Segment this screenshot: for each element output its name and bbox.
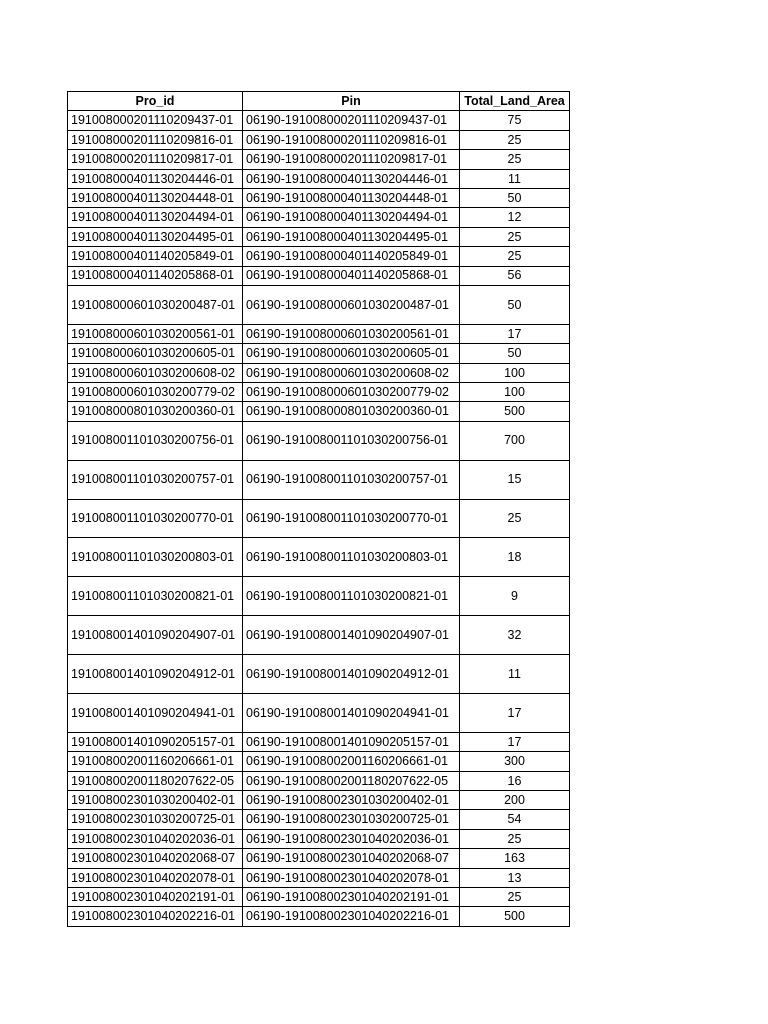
header-row xyxy=(68,92,570,111)
table-row xyxy=(68,771,570,790)
pro-id-cell: 191008001101030200821-01 xyxy=(68,577,243,616)
pro-id-cell: 191008000601030200487-01 xyxy=(68,285,243,324)
pro-id-cell: 191008002301040202036-01 xyxy=(68,829,243,848)
pro-id-cell: 191008001101030200770-01 xyxy=(68,499,243,538)
total-land-area-cell: 25 xyxy=(460,888,570,907)
pin-cell: 06190-191008002301040202216-01 xyxy=(243,907,460,926)
pro-id-cell: 191008000601030200608-02 xyxy=(68,363,243,382)
table-row xyxy=(68,382,570,401)
table-row xyxy=(68,732,570,751)
table-row xyxy=(68,791,570,810)
pro-id-cell: 191008000401130204446-01 xyxy=(68,169,243,188)
pin-cell: 06190-191008002001160206661-01 xyxy=(243,752,460,771)
pin-cell: 06190-191008000601030200605-01 xyxy=(243,344,460,363)
table-row xyxy=(68,188,570,207)
pro-id-cell: 191008001101030200756-01 xyxy=(68,421,243,460)
total-land-area-cell: 300 xyxy=(460,752,570,771)
pin-cell: 06190-191008001401090205157-01 xyxy=(243,732,460,751)
table-row xyxy=(68,150,570,169)
total-land-area-cell: 50 xyxy=(460,344,570,363)
table-row xyxy=(68,616,570,655)
pin-cell: 06190-191008000401130204494-01 xyxy=(243,208,460,227)
total-land-area-cell: 9 xyxy=(460,577,570,616)
pro-id-cell: 191008000601030200779-02 xyxy=(68,382,243,401)
table-row xyxy=(68,693,570,732)
table-row xyxy=(68,829,570,848)
pro-id-cell: 191008002301040202216-01 xyxy=(68,907,243,926)
pin-cell: 06190-191008000601030200561-01 xyxy=(243,324,460,343)
table-body xyxy=(68,111,570,926)
table-row xyxy=(68,538,570,577)
pro-id-cell: 191008000401140205868-01 xyxy=(68,266,243,285)
table-row xyxy=(68,111,570,130)
pin-cell: 06190-191008001101030200756-01 xyxy=(243,421,460,460)
table-row xyxy=(68,577,570,616)
total-land-area-cell: 50 xyxy=(460,285,570,324)
total-land-area-cell: 12 xyxy=(460,208,570,227)
table-row xyxy=(68,907,570,926)
total-land-area-cell: 25 xyxy=(460,829,570,848)
total-land-area-cell: 13 xyxy=(460,868,570,887)
total-land-area-cell: 18 xyxy=(460,538,570,577)
pro-id-cell: 191008000601030200561-01 xyxy=(68,324,243,343)
total-land-area-cell: 11 xyxy=(460,169,570,188)
table-row xyxy=(68,363,570,382)
pin-cell: 06190-191008000601030200608-02 xyxy=(243,363,460,382)
total-land-area-cell: 25 xyxy=(460,247,570,266)
table-row xyxy=(68,208,570,227)
pro-id-cell: 191008000801030200360-01 xyxy=(68,402,243,421)
pro-id-cell: 191008000401130204495-01 xyxy=(68,227,243,246)
pro-id-cell: 191008000401130204448-01 xyxy=(68,188,243,207)
total-land-area-cell: 32 xyxy=(460,616,570,655)
pro-id-cell: 191008002301040202078-01 xyxy=(68,868,243,887)
total-land-area-cell: 700 xyxy=(460,421,570,460)
pin-cell: 06190-191008000601030200779-02 xyxy=(243,382,460,401)
pin-cell: 06190-191008000201110209437-01 xyxy=(243,111,460,130)
total-land-area-cell: 17 xyxy=(460,732,570,751)
pin-cell: 06190-191008002301040202191-01 xyxy=(243,888,460,907)
pin-cell: 06190-191008002001180207622-05 xyxy=(243,771,460,790)
table-row xyxy=(68,344,570,363)
pro-id-cell: 191008002001180207622-05 xyxy=(68,771,243,790)
table-row xyxy=(68,324,570,343)
total-land-area-cell: 17 xyxy=(460,324,570,343)
pro-id-cell: 191008000401140205849-01 xyxy=(68,247,243,266)
pro-id-cell: 191008000601030200605-01 xyxy=(68,344,243,363)
pro-id-cell: 191008002301030200725-01 xyxy=(68,810,243,829)
total-land-area-cell: 25 xyxy=(460,227,570,246)
total-land-area-cell: 25 xyxy=(460,499,570,538)
total-land-area-cell: 25 xyxy=(460,130,570,149)
table-row xyxy=(68,655,570,694)
total-land-area-cell: 56 xyxy=(460,266,570,285)
total-land-area-cell: 17 xyxy=(460,693,570,732)
total-land-area-cell: 100 xyxy=(460,363,570,382)
pro-id-cell: 191008000201110209817-01 xyxy=(68,150,243,169)
pin-cell: 06190-191008000401140205868-01 xyxy=(243,266,460,285)
total-land-area-cell: 163 xyxy=(460,849,570,868)
table-row xyxy=(68,130,570,149)
total-land-area-cell: 100 xyxy=(460,382,570,401)
pro-id-cell: 191008002301040202068-07 xyxy=(68,849,243,868)
pin-cell: 06190-191008000401130204495-01 xyxy=(243,227,460,246)
pro-id-cell: 191008001401090204941-01 xyxy=(68,693,243,732)
table-row xyxy=(68,169,570,188)
pro-id-cell: 191008002001160206661-01 xyxy=(68,752,243,771)
pin-cell: 06190-191008002301030200725-01 xyxy=(243,810,460,829)
table-row xyxy=(68,752,570,771)
total-land-area-cell: 500 xyxy=(460,907,570,926)
pro-id-cell: 191008001401090204912-01 xyxy=(68,655,243,694)
pin-cell: 06190-191008002301030200402-01 xyxy=(243,791,460,810)
table-row xyxy=(68,285,570,324)
pro-id-cell: 191008000401130204494-01 xyxy=(68,208,243,227)
table-row xyxy=(68,810,570,829)
pro-id-cell: 191008001101030200757-01 xyxy=(68,460,243,499)
table-row xyxy=(68,499,570,538)
table-row xyxy=(68,868,570,887)
total-land-area-cell: 11 xyxy=(460,655,570,694)
table-row xyxy=(68,266,570,285)
column-header-total-land-area: Total_Land_Area xyxy=(460,92,570,111)
pro-id-cell: 191008000201110209437-01 xyxy=(68,111,243,130)
pin-cell: 06190-191008002301040202068-07 xyxy=(243,849,460,868)
pin-cell: 06190-191008002301040202036-01 xyxy=(243,829,460,848)
pin-cell: 06190-191008001101030200757-01 xyxy=(243,460,460,499)
pin-cell: 06190-191008001101030200770-01 xyxy=(243,499,460,538)
table-row xyxy=(68,460,570,499)
pro-id-cell: 191008001401090204907-01 xyxy=(68,616,243,655)
table-row xyxy=(68,888,570,907)
table-row xyxy=(68,402,570,421)
pin-cell: 06190-191008000601030200487-01 xyxy=(243,285,460,324)
table-row xyxy=(68,247,570,266)
pin-cell: 06190-191008000201110209817-01 xyxy=(243,150,460,169)
pin-cell: 06190-191008000201110209816-01 xyxy=(243,130,460,149)
total-land-area-cell: 200 xyxy=(460,791,570,810)
pin-cell: 06190-191008001101030200803-01 xyxy=(243,538,460,577)
pin-cell: 06190-191008000801030200360-01 xyxy=(243,402,460,421)
table-row xyxy=(68,849,570,868)
pin-cell: 06190-191008001401090204907-01 xyxy=(243,616,460,655)
column-header-pin: Pin xyxy=(243,92,460,111)
pin-cell: 06190-191008002301040202078-01 xyxy=(243,868,460,887)
pro-id-cell: 191008000201110209816-01 xyxy=(68,130,243,149)
pin-cell: 06190-191008001101030200821-01 xyxy=(243,577,460,616)
total-land-area-cell: 500 xyxy=(460,402,570,421)
data-table xyxy=(67,91,570,927)
pro-id-cell: 191008001101030200803-01 xyxy=(68,538,243,577)
table-row xyxy=(68,227,570,246)
pro-id-cell: 191008002301040202191-01 xyxy=(68,888,243,907)
pro-id-cell: 191008002301030200402-01 xyxy=(68,791,243,810)
pin-cell: 06190-191008000401130204448-01 xyxy=(243,188,460,207)
total-land-area-cell: 25 xyxy=(460,150,570,169)
column-header-pro-id: Pro_id xyxy=(68,92,243,111)
pin-cell: 06190-191008001401090204941-01 xyxy=(243,693,460,732)
pin-cell: 06190-191008000401130204446-01 xyxy=(243,169,460,188)
total-land-area-cell: 54 xyxy=(460,810,570,829)
total-land-area-cell: 75 xyxy=(460,111,570,130)
pro-id-cell: 191008001401090205157-01 xyxy=(68,732,243,751)
pin-cell: 06190-191008000401140205849-01 xyxy=(243,247,460,266)
total-land-area-cell: 16 xyxy=(460,771,570,790)
pin-cell: 06190-191008001401090204912-01 xyxy=(243,655,460,694)
table-row xyxy=(68,421,570,460)
total-land-area-cell: 15 xyxy=(460,460,570,499)
total-land-area-cell: 50 xyxy=(460,188,570,207)
